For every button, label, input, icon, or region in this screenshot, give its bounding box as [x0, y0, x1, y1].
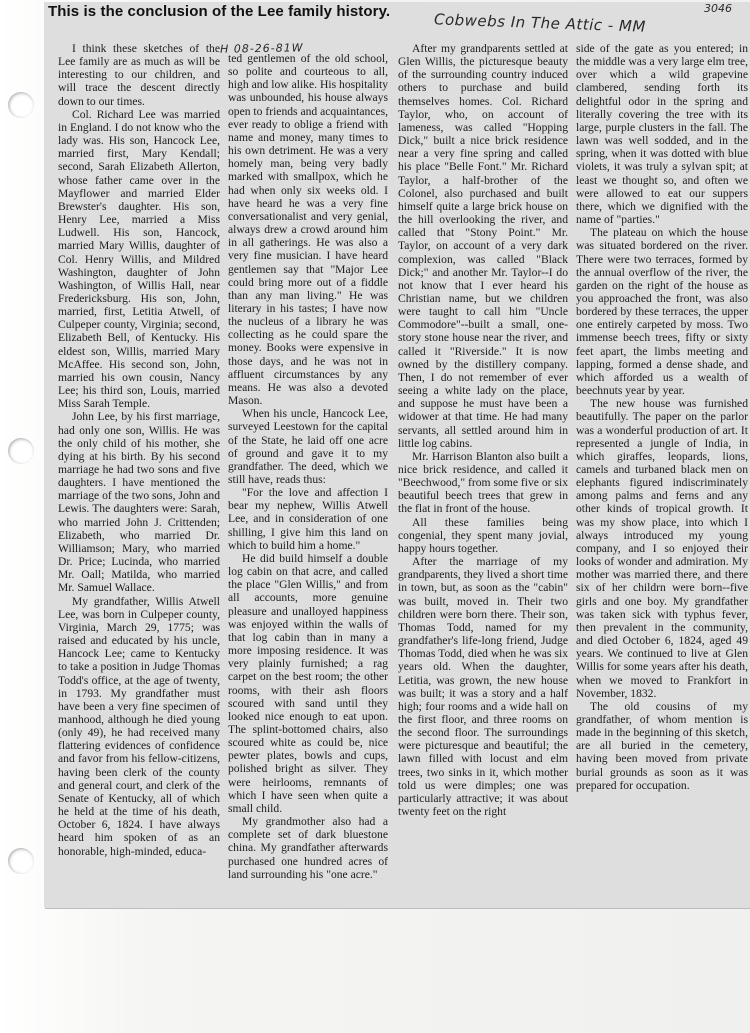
handwritten-column-title: Cobwebs In The Attic - MM [433, 10, 647, 36]
text-column-3 [398, 42, 568, 902]
paragraph: Col. Richard Lee was married in England. I do not know who the lady was. His son, Hancock Lee, married first, Mary Kendall; second, Sarah Elizabeth Allerton, whose father came over in the Mayflower and married Elder Brewster's daughter. His son, Henry Lee, married a Miss Ludwell. His son, Hancock, married Mary Willis, daughter of Col. Henry Willis, and Mildred Washington, daughter of John Washington, of Willis Hall, near Fredericksburg. His son, John, married, first, Letitia Atwell, of Culpeper county, Virginia; second, Elizabeth Bell, of Kentucky. His eldest son, Willis, married Mary McAffee. His second son, John, married his own cousin, Nancy Lee; his third son, Louis, married Miss Sarah Temple. [58, 107, 220, 411]
paragraph: John Lee, by his first marriage, had only one son, Willis. He was the only child of his mother, she dying at his birth. By his second marriage he had two sons and five daughters. I have mentioned the marriage of the two sons, John and Lewis. The daughters were: Sarah, who married John J. Crittenden; Elizabeth, who married Dr. Williamson; Mary, who married Dr. Price; Lucinda, who married Mr. Oall; Matilda, who married Mr. Samuel Wallace. [58, 410, 220, 595]
paragraph: The old cousins of my grandfather, of whom mention is made in the beginning of this sketch, are all buried in the cemetery, having been moved from private burial grounds as soon as it was prepared for occupation. [576, 699, 748, 792]
binder-hole [8, 848, 34, 874]
paragraph: When his uncle, Hancock Lee, surveyed Leestown for the capital of the State, he laid off one acre of ground and gave it to my grandfather. The deed, which we still have, reads thus: [228, 407, 388, 486]
newspaper-clipping [44, 2, 750, 908]
paragraph: The plateau on which the house was situated bordered on the river. There were two terraces, formed by the annual overflow of the river, the garden on the right of the house as you approached the front, was also bordered by these terraces, the upper one entirely carpeted by moss. Two immense beech trees, fifty or sixty feet apart, the limbs meeting and lapping, formed a dense shade, and which afforded us a wealth of beechnuts year by year. [576, 226, 748, 398]
text-column-4 [576, 42, 748, 902]
handwritten-date-note: H 08-26-81W [219, 41, 304, 56]
handwritten-page-number: 3046 [704, 2, 732, 15]
headline: This is the conclusion of the Lee family history. [48, 3, 391, 20]
paragraph: My grandfather, Willis Atwell Lee, was born in Culpeper county, Virginia, March 29, 1775; was raised and educated by his uncle, Hancock Lee; came to Kentucky to take a position in Judge Thomas Todd's office, at the age of twenty, in 1793. My grandfather must have been a very fine specimen of manhood, although he died young (only 49), he had received many flattering evidences of confidence and favor from his fellow-citizens, having been clerk of the county and general court, and clerk of the Senate of Kentucky, all of which he held at the time of his death, October 6, 1824. I have always heard him spoken of as an honorable, high-minded, educa- [58, 594, 220, 858]
paragraph: After the marriage of my grandparents, they lived a short time in town, but, as soon as the "cabin" was built, moved in. Their two children were born there. Their son, Thomas Todd, named for my grandfather's life-long friend, Judge Thomas Todd, died when he was six years old. When the daughter, Letitia, was grown, the new house was built; it was a story and a half high; four rooms and a wide hall on the first floor, and three rooms on the second floor. The surroundings were picturesque and beautiful; the lawn filled with locust and elm trees, two sinks in it, which mother told us were dimples; one was particularly attractive; it was about twenty feet on the right [398, 555, 568, 819]
binder-hole [8, 438, 34, 464]
binder-hole [8, 92, 34, 118]
text-column-2 [228, 52, 388, 912]
paragraph: ted gentlemen of the old school, so polite and courteous to all, high and low alike. His hospitality was unbounded, his house always open to friends and acquaintances, ever ready to oblige a friend with name and money, many times to his own detriment. He was a very homely man, being very badly marked with smallpox, which he had when only six weeks old. I have heard he was a very fine conversationalist and very genial, always drew a crowd around him in all gatherings. He was also a very fine musician. I have heard gentlemen say that "Major Lee could bring more out of a fiddle than any man living." He was literary in his tastes; I have now the nucleus of a library he was collecting as he could spare the money. Books were expensive in those days, and he was not in affluent circumstances by any means. He was also a devoted Mason. [228, 52, 388, 408]
paragraph: The new house was furnished beautifully. The paper on the parlor was a wonderful production of art. It represented a jungle of India, in which giraffes, leopards, lions, camels and turbaned black men on elephants figured indiscriminately among palms and ferns and any other kinds of tropical growth. It was my show place, into which I always introduced my young company, and I so enjoyed their looks of wonder and admiration. My mother was married there, and there six of her childrn were born--five girls and one boy. My grandfather was taken sick with typhus fever, then prevalent in the community, and died October 6, 1824, aged 49 years. We continued to live at Glen Willis for some years after his death, when we moved to Frankfort in November, 1832. [576, 397, 748, 700]
paragraph: Mr. Harrison Blanton also built a nice brick residence, and called it "Beechwood," from some five or six beautiful beech trees that grew in the flat in front of the house. [398, 449, 568, 516]
paragraph: He did build himself a double log cabin on that acre, and called the place "Glen Willis," and from all accounts, more genuine pleasure and unalloyed happiness was enjoyed within the walls of that log cabin than in many a more imposing residence. It was very plainly furnished; a rag carpet on the best room; the other rooms, with their ash floors scoured with sand until they looked nice enough to eat upon. The splint-bottomed chairs, also scoured white as could be, nice pewter plates, bowls and cups, polished bright as silver. They were heirlooms, remnants of which I have seen when quite a small child. [228, 551, 388, 815]
paragraph: All these families being congenial, they spent many jovial, happy hours together. [398, 515, 568, 555]
paragraph: side of the gate as you entered; in the middle was a very large elm tree, over which a wild grapevine clambered, sending forth its delightful odor in the spring and literally covering the tree with its large, purple clusters in the fall. The lawn was well sodded, and in the spring, when it was dotted with blue violets, it was truly a sylvan spit; at least we thought so, and often we were allowed to eat our suppers there, which we dignified with the name of "parties." [576, 42, 748, 227]
paragraph: After my grandparents settled at Glen Willis, the picturesque beauty of the surrounding country induced others to purchase and build themselves homes. Col. Richard Taylor, who, on account of lameness, was called "Hopping Dick," built a nice brick residence near a very fine spring and called his place "Belle Font." Mr. Richard Taylor, a half-brother of the Colonel, also purchased and built himself quite a large brick house on the hill overlooking the river, and called that "Stony Point." Mr. Taylor, on account of a very dark complexion, was called "Black Dick;" and another Mr. Taylor--I do not know that I ever heard his Christian name, but we children were taught to call him "Uncle Commodore"--built a small, one-story stone house near the river, and called it "Riverside." It is now owned by the distillery company. Then, I do not remember of ever seeing a white lady on the place, and suppose he must have been a widower at that time. He had many servants, all settled around him in little log cabins. [398, 42, 568, 450]
paragraph: "For the love and affection I bear my nephew, Willis Atwell Lee, and in consideration of one shilling, I give him this land on which to build him a home." [228, 486, 388, 552]
text-column-1 [58, 42, 220, 902]
paragraph: I think these sketches of the Lee family are as much as will be interesting to our children, and will trace the descent directly down to our times. [58, 42, 220, 108]
paragraph: My grandmother also had a complete set of dark bluestone china. My grandfather afterwards purchased one hundred acres of land surrounding his "one acre." [228, 815, 388, 881]
